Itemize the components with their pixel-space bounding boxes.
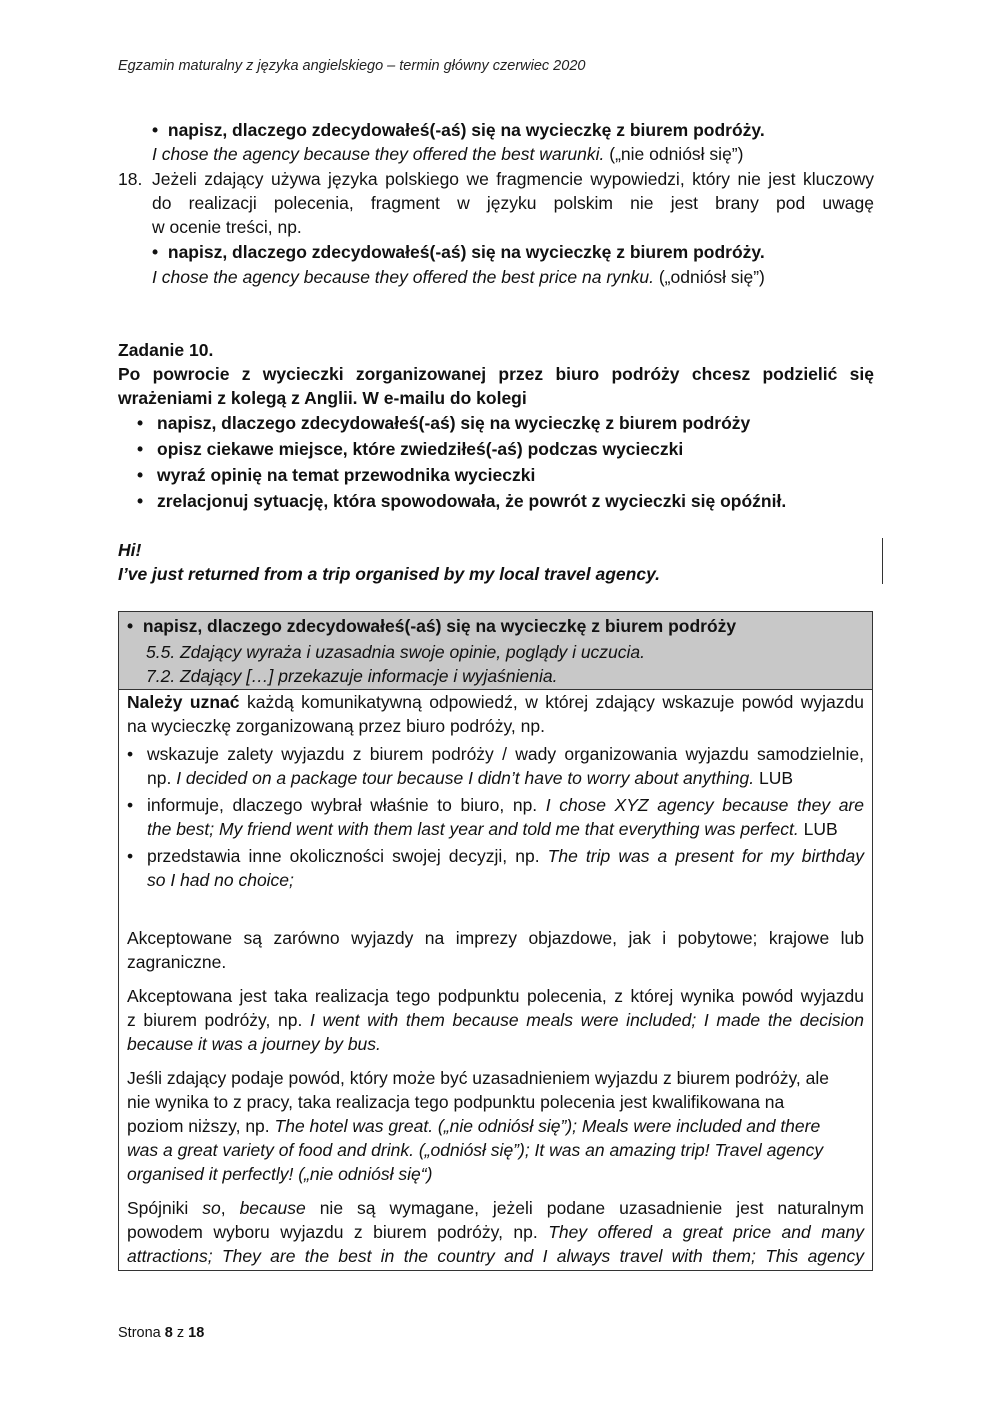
bullet-1: • napisz, dlaczego zdecydowałeś(-aś) się na wycieczkę z biurem podróży. (152, 120, 765, 140)
paragraph-4: Jeśli zdający podaje powód, który może być uzasadnieniem wyjazdu z biurem podróży, ale nie wynika to z pracy, taka realizacja tego podpunktu polecenia jest kwalifikowana na poziom niższy, np. The hotel was great. („nie odniósł się”); Meals were included and there was a great variety of food and drink. („odniósł się”); It was an amazing trip! Travel agency organised it perfectly! („nie odniósł się“) (127, 1068, 829, 1184)
page-footer: Strona 8 z 18 (118, 1325, 205, 1341)
task-point: • wyraź opinię na temat przewodnika wycieczki (137, 463, 877, 487)
task-point: • napisz, dlaczego zdecydowałeś(-aś) się na wycieczkę z biurem podróży (137, 411, 877, 435)
criteria-bullet-1: • wskazuje zalety wyjazdu z biurem podróży / wady organizowania wyjazdu samodzielnie, np. I decided on a package tour because I didn’t have to worry about anything. LUB (127, 742, 864, 790)
page-total: 18 (188, 1325, 205, 1341)
bullet-dot-icon: • (152, 242, 159, 262)
bullet-dot-icon: • (152, 120, 159, 140)
greeting: Hi! (118, 540, 142, 560)
criteria-box (118, 611, 873, 1271)
criteria-bullet-3: • przedstawia inne okoliczności swojej decyzji, np. The trip was a present for my birthday so I had no choice; (127, 844, 864, 892)
requirement-2: 7.2. Zdający […] przekazuje informacje i wyjaśnienia. (146, 666, 558, 686)
paragraph-2: Akceptowane są zarówno wyjazdy na imprezy objazdowe, jak i pobytowe; krajowe lub zagraniczne. (127, 928, 864, 972)
paragraph-5: Spójniki so, because nie są wymagane, jeżeli podane uzasadnienie jest naturalnym powodem wyboru wyjazdu z biurem podróży, np. They offered a great price and many attractions; They are the best in the country and I always travel with them; This agency (127, 1198, 864, 1266)
page-header: Egzamin maturalny z języka angielskiego – termin główny czerwiec 2020 (118, 58, 586, 74)
task-title: Zadanie 10. (118, 340, 214, 360)
requirement-1: 5.5. Zdający wyraża i uzasadnia swoje opinie, poglądy i uczucia. (146, 642, 646, 662)
criteria-box-header (119, 612, 872, 690)
item-18-number: 18. (118, 169, 143, 189)
example-1: I chose the agency because they offered the best warunki. („nie odniósł się”) (152, 144, 744, 164)
task-point: • zrelacjonuj sytuację, która spowodowała, że powrót z wycieczki się opóźnił. (137, 489, 877, 513)
bullet-dot-icon: • (127, 616, 134, 636)
margin-line (882, 538, 883, 584)
criteria-bullet-2: • informuje, dlaczego wybrał właśnie to biuro, np. I chose XYZ agency because they are the best; My friend went with them last year and told me that everything was perfect. LUB (127, 793, 864, 841)
page-number: 8 (164, 1325, 173, 1341)
criteria-head-bullet: • napisz, dlaczego zdecydowałeś(-aś) się na wycieczkę z biurem podróży (127, 616, 737, 636)
p1-line1: Należy uznać każdą komunikatywną odpowiedź, w której zdający wskazuje powód wyjazdu (127, 692, 865, 712)
paragraph-3: Akceptowana jest taka realizacja tego podpunktu polecenia, z której wynika powód wyjazdu z biurem podróży, np. I went with them because meals were included; I made the decision because it was a journey by bus. (127, 986, 864, 1054)
criteria-body: Należy uznać każdą komunikatywną odpowiedź, w której zdający wskazuje powód wyjazdu na wycieczkę zorganizowaną przez biuro podróży, np. • wskazuje zalety wyjazdu z biurem podróży / wady organizowania wyjazdu samodzielnie, np. I decided on a package tour because I didn’t have to worry about anything. LUB • informuje, dlaczego wybrał właśnie to biuro, np. I chose XYZ agency because they are the best; My friend went with them last year and told me that everything was perfect. LUB • przedstawia inne okoliczności swojej decyzji, np. The trip was a present for my birthday so I had no choice; Akceptowane są zarówno wyjazdy na imprezy objazdowe, jak i pobytowe; krajowe lub zagraniczne. Akceptowana jest taka realizacja tego podpunktu polecenia, z której wynika powód wyjazdu z biurem podróży, np. I went with them because meals were included; I made the decision because it was a journey by bus. Jeśli zdający podaje powód, który może być uzasadnieniem wyjazdu z biurem podróży, ale nie wynika to z pracy, taka realizacja tego podpunktu polecenia jest kwalifikowana na poziom niższy, np. The hotel was great. („nie odniósł się”); Meals were included and there was a great variety of food and drink. („odniósł się”); It was an amazing trip! Travel agency organised it perfectly! („nie odniósł się“) Spójniki so, because nie są wymagane, jeżeli podane uzasadnienie jest naturalnym powodem wyboru wyjazdu z biurem podróży, np. They offered a great price and many attractions; They are the best in the country and I always travel with them; This agency (127, 690, 864, 1268)
opening-line: I’ve just returned from a trip organised by my local travel agency. (118, 564, 661, 584)
task-point: • opisz ciekawe miejsce, które zwiedziłeś(-aś) podczas wycieczki (137, 437, 877, 461)
bullet-2: • napisz, dlaczego zdecydowałeś(-aś) się na wycieczkę z biurem podróży. (152, 242, 765, 262)
item-18-text: Jeżeli zdający używa języka polskiego we fragmencie wypowiedzi, który nie jest kluczowy do realizacji polecenia, fragment w języku polskim nie jest brany pod uwagę w ocenie treści, np. (152, 169, 874, 237)
example-2: I chose the agency because they offered the best price na rynku. („odniósł się”) (152, 267, 765, 287)
task-points (137, 411, 877, 513)
task-intro: Po powrocie z wycieczki zorganizowanej przez biuro podróży chcesz podzielić się wrażeniami z kolegą z Anglii. W e-mailu do kolegi (118, 364, 874, 408)
